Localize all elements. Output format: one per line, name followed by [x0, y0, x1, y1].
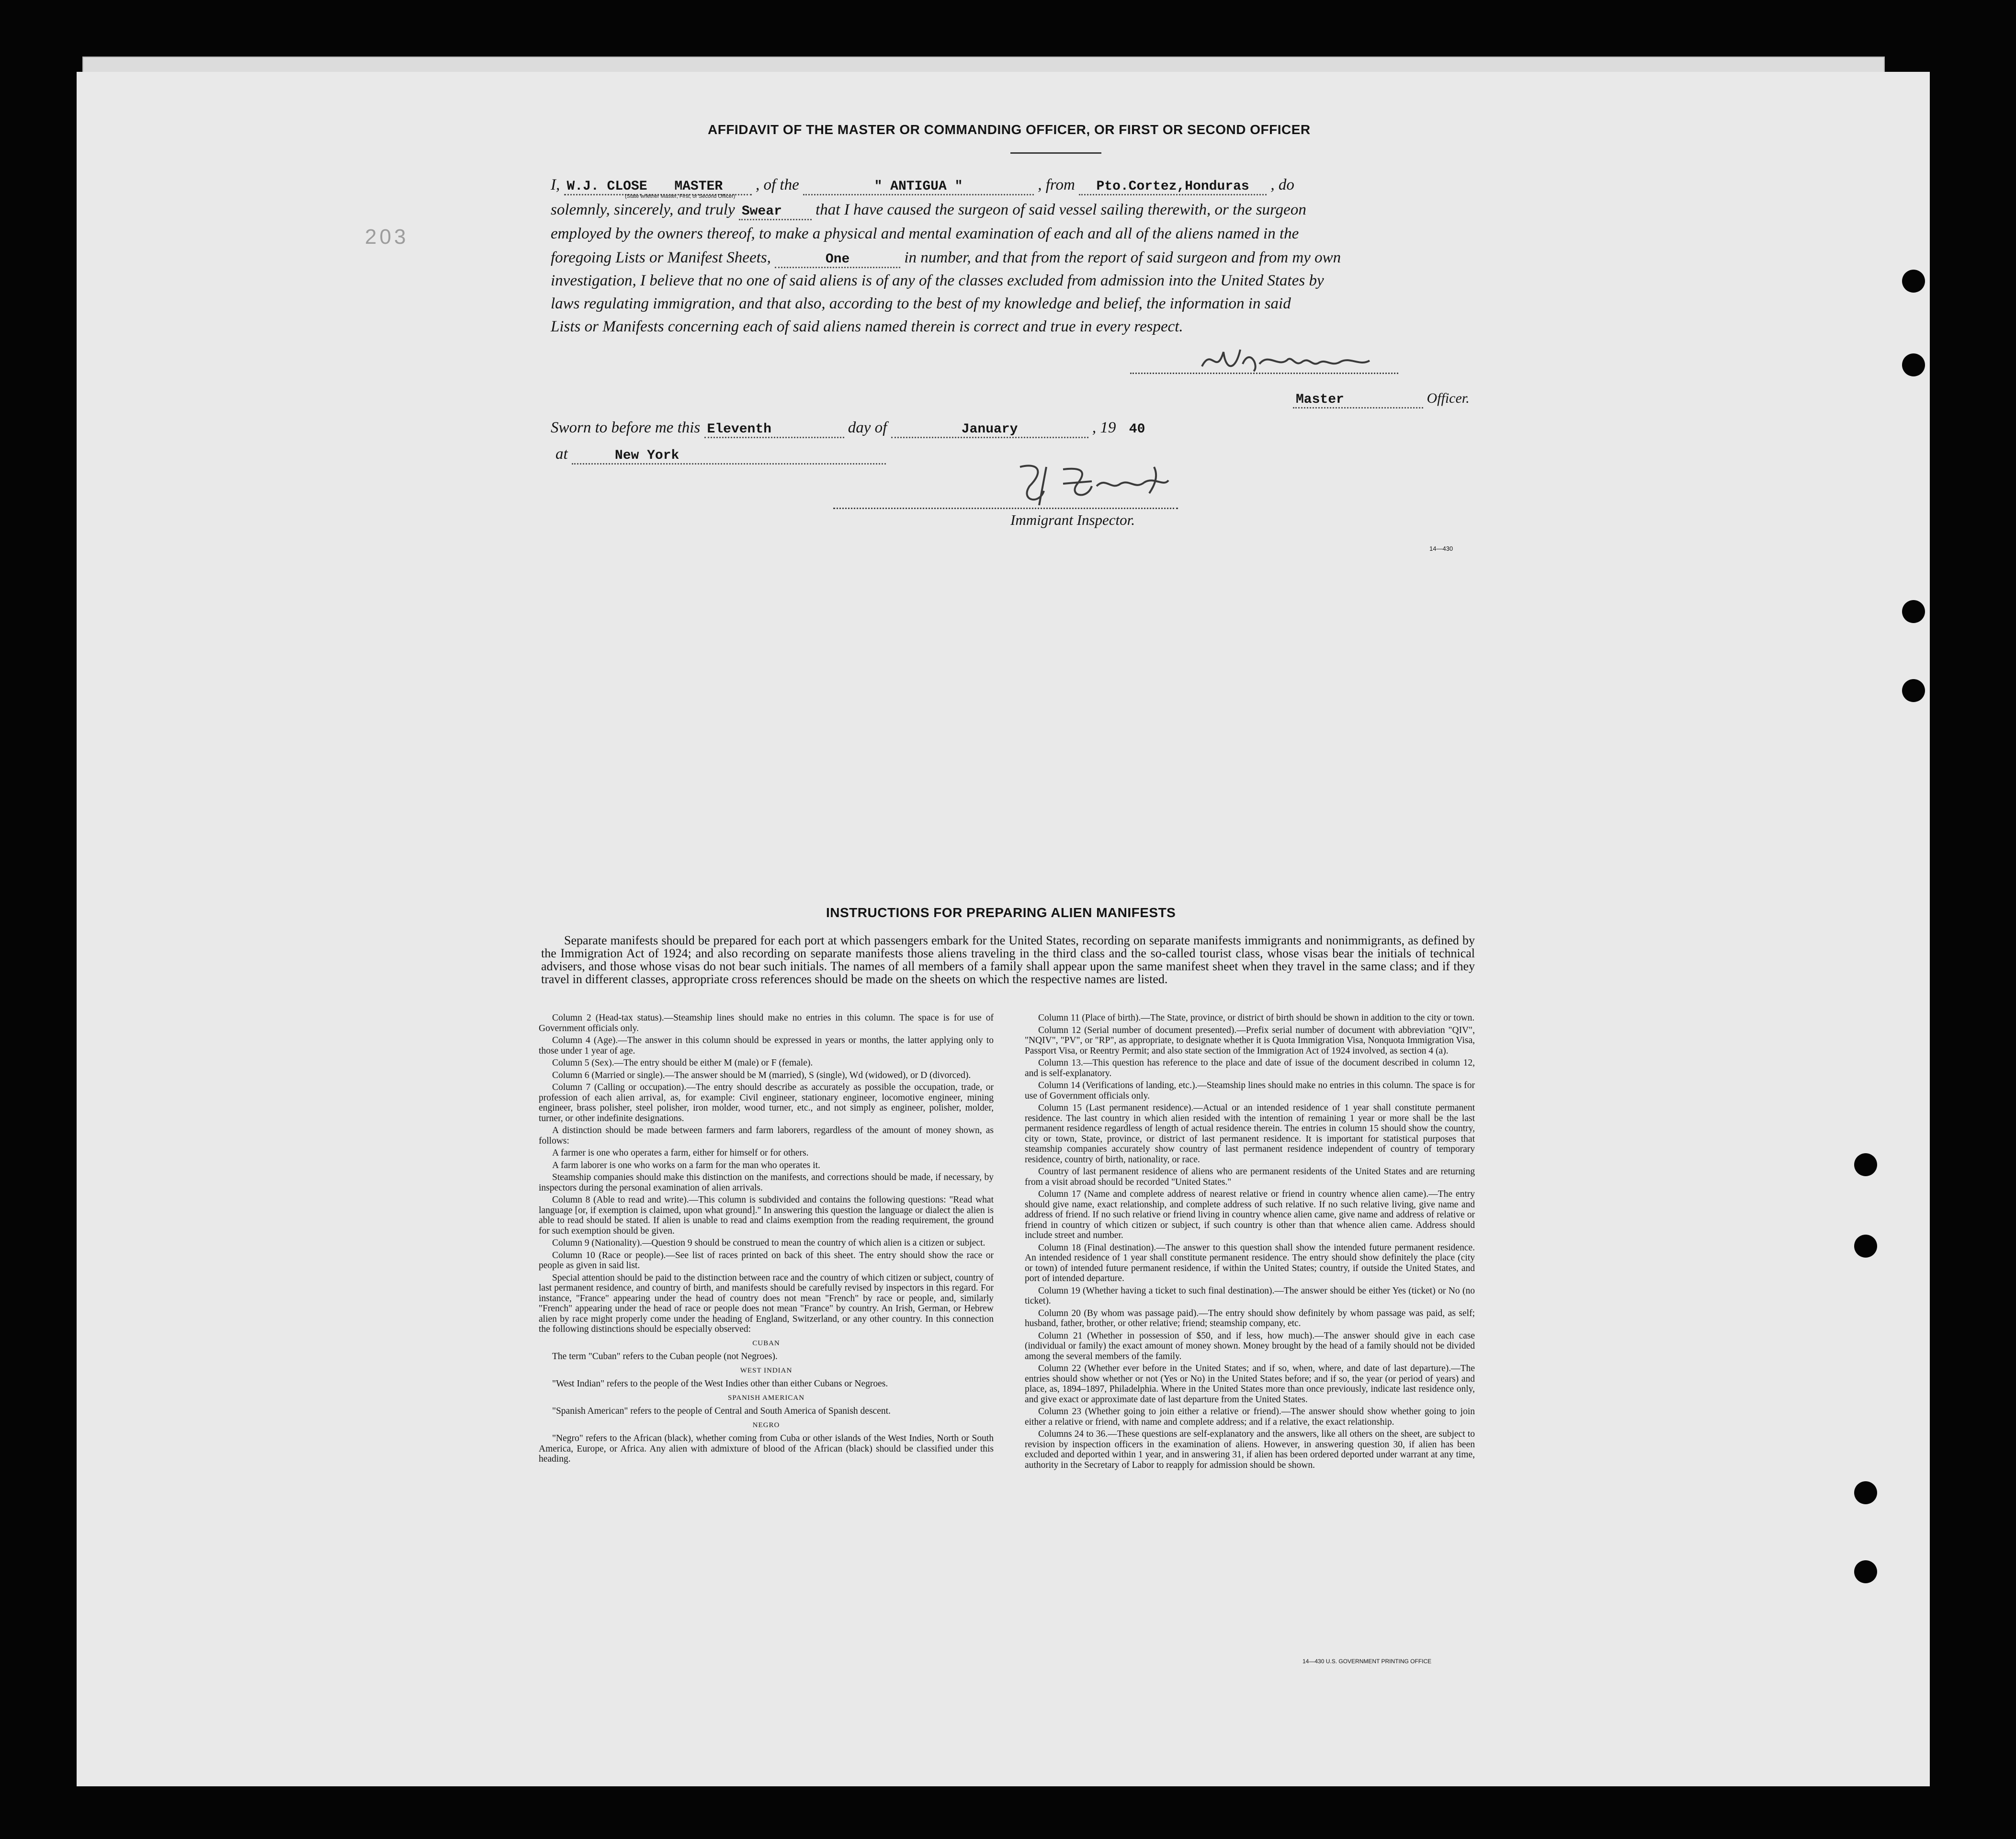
instruction-paragraph: Column 11 (Place of birth).—The State, province, or district of birth should be shown in addition to the city or town. [1038, 1013, 1475, 1023]
instruction-paragraph: Column 4 (Age).—The answer in this column should be expressed in years or months, the latter applying only to those under 1 year of age. [539, 1035, 994, 1056]
instruction-paragraph: "Negro" refers to the African (black), whether coming from Cuba or other islands of the West Indies, North or South America, Europe, or Africa. Any alien with admixture of blood of the African (black) should be classified under this heading. [539, 1433, 994, 1464]
location-field: New York [572, 448, 886, 465]
oath-field: Swear [739, 204, 812, 220]
officer-label: Officer. [1427, 390, 1470, 406]
instruction-paragraph: Columns 24 to 36.—These questions are self-explanatory and the answers, like all others on the sheet, are subject to revision by inspection officers in the examination of aliens. However, in answering question 30, if alien has been excluded and deported within 1 year, and in answering 31, if alien has been ordered deported under warrant at any time, authority in the Secretary of Labor to reapply for admission should be shown. [1025, 1429, 1475, 1470]
instructions-title: INSTRUCTIONS FOR PREPARING ALIEN MANIFESTS [826, 905, 1176, 920]
text: I, [551, 176, 560, 193]
rank-note: (State whether Master, First, or Second Officer) [625, 193, 736, 199]
subheading-spanish-american: SPANISH AMERICAN [727, 1394, 805, 1402]
master-signature [1197, 338, 1398, 381]
inspector-signature-line [833, 508, 1178, 509]
inspector-label: Immigrant Inspector. [1010, 511, 1135, 528]
instruction-paragraph: Column 19 (Whether having a ticket to such final destination).—The answer should be either Yes (ticket) or No (no ticket). [1025, 1285, 1475, 1306]
instruction-paragraph: A farm laborer is one who works on a farm for the man who operates it. [552, 1160, 820, 1170]
port-field: Pto.Cortez,Honduras [1079, 179, 1267, 195]
affidavit-line-3: employed by the owners thereof, to make a physical and mental examination of each and all of the aliens named in the [551, 225, 1299, 242]
signed-rank-row [1293, 390, 1470, 409]
sworn-month-field: January [891, 422, 1088, 438]
instruction-paragraph: Column 6 (Married or single).—The answer should be M (married), S (single), Wd (widowed), or D (divorced). [552, 1070, 971, 1080]
text: Sworn to before me this [551, 419, 701, 436]
printer-imprint: 14—430 U.S. GOVERNMENT PRINTING OFFICE [1302, 1658, 1432, 1665]
punch-hole [1854, 1153, 1877, 1176]
punch-hole [1854, 1481, 1877, 1504]
instruction-paragraph: Column 13.—This question has reference to the place and date of issue of the document described in column 12, and is self-explanatory. [1025, 1058, 1475, 1078]
instruction-paragraph: Steamship companies should make this distinction on the manifests, and corrections should be made, if necessary, by inspectors during the personal examination of alien arrivals. [539, 1172, 994, 1193]
instructions-right-column [1025, 1013, 1475, 1472]
instruction-paragraph: Special attention should be paid to the distinction between race and the country of which citizen or subject, country of last permanent residence, and country of birth, and manifests should be carefully revised by inspectors in this regard. For instance, "France" appearing under the head of country does not mean "French" by race or people, and, similarly "French" appearing under the head of race or people does not mean "France" by country. An Irish, German, or Hebrew alien by race might properly come under the heading of England, Switzerland, or any other country. In this connection the following distinctions should be especially observed: [539, 1272, 994, 1334]
instruction-paragraph: Column 10 (Race or people).—See list of races printed on back of this sheet. The entry should show the race or people as given in said list. [539, 1250, 994, 1271]
sworn-day-field: Eleventh [704, 422, 844, 438]
subheading-west-indian: WEST INDIAN [740, 1366, 793, 1374]
instruction-paragraph: Column 23 (Whether going to join either a relative or friend).—The answer should show whether going to join either a relative or friend, with name and complete address; and if a relative, the exact relationship. [1025, 1407, 1475, 1427]
instruction-paragraph: "Spanish American" refers to the people of Central and South America of Spanish descent. [552, 1406, 891, 1416]
stamp-number: 203 [365, 225, 409, 249]
instruction-paragraph: The term "Cuban" refers to the Cuban people (not Negroes). [552, 1351, 778, 1362]
affidavit-line-4 [551, 249, 1341, 268]
instruction-paragraph: Column 2 (Head-tax status).—Steamship lines should make no entries in this column. The space is for use of Government officials only. [539, 1013, 994, 1033]
text: solemnly, sincerely, and truly [551, 201, 735, 218]
punch-hole [1902, 600, 1925, 623]
year-field: 40 [1129, 422, 1145, 437]
inspector-signature [1010, 457, 1240, 515]
instruction-paragraph: Column 5 (Sex).—The entry should be either M (male) or F (female). [552, 1058, 813, 1068]
affidavit-line-2 [551, 201, 1306, 220]
instructions-intro: Separate manifests should be prepared for each port at which passengers embark for the United States, recording on separate manifests immigrants and nonimmigrants, as defined by the Immigration Act of 1924; and also recording on separate manifests those aliens traveling in the third class and the so-called tourist class, whose visas bear the initials of technical advisers, and those whose visas do not bear such initials. The names of all members of a family shall appear upon the same manifest sheet when they travel in the same class; and if they travel in different classes, appropriate cross references should be made on the sheets on which the respective names are listed. [541, 933, 1475, 986]
instruction-paragraph: Column 14 (Verifications of landing, etc.).—Steamship lines should make no entries in this column. The space is for use of Government officials only. [1025, 1080, 1475, 1101]
instruction-paragraph: Column 7 (Calling or occupation).—The entry should describe as accurately as possible the occupation, trade, or profession of each alien arrival, as, for example: Civil engineer, stationary engineer, locomotive engineer, mining engineer, brass polisher, steel polisher, iron molder, wood turner, etc., and not simply as engineer, polisher, molder, turner, or other indefinite designations. [539, 1082, 994, 1124]
officer-name-field: W.J. CLOSE [564, 179, 642, 195]
instruction-paragraph: Column 9 (Nationality).—Question 9 should be construed to mean the country of which alien is a citizen or subject. [552, 1238, 985, 1248]
punch-hole [1902, 353, 1925, 376]
instruction-paragraph: Column 18 (Final destination).—The answer to this question shall show the intended future permanent residence. An intended residence of 1 year shall constitute permanent residence. The entry should show definitely the place (city or town) of intended future permanent residence, if within the United States; country, if outside the United States, and port of intended departure. [1025, 1242, 1475, 1283]
text: foregoing Lists or Manifest Sheets, [551, 249, 771, 266]
punch-hole [1902, 679, 1925, 702]
form-number: 14—430 [1429, 545, 1453, 552]
sworn-row [551, 419, 1155, 438]
instruction-paragraph: Column 12 (Serial number of document presented).—Prefix serial number of document with abbreviation "QIV", "NQIV", "PV", or "RP", as appropriate, to designate whether it is Quota Immigration Visa, Nonquota Immigration Visa, Passport Visa, or Reentry Permit; and also state section of the Immigration Act of 1924 involved, as section 4 (a). [1025, 1025, 1475, 1056]
text: , 19 [1092, 419, 1116, 436]
instruction-paragraph: Column 15 (Last permanent residence).—Actual or an intended residence of 1 year shall constitute permanent residence. The last country in which alien resided with the intention of remaining 1 year or more shall be the last permanent residence regardless of length of actual residence therein. The entries in column 15 should show the country, city or town, State, province, or district of last permanent residence. It is important for statistical purposes that steamship companies accurately show country of last permanent residence independent of country of temporary residence, country of birth, nationality, or race. [1025, 1103, 1475, 1165]
punch-hole [1854, 1235, 1877, 1258]
punch-hole [1902, 270, 1925, 293]
location-row [555, 445, 886, 465]
text: at [555, 445, 568, 463]
instruction-paragraph: Column 20 (By whom was passage paid).—The entry should show definitely by whom passage was paid, as self; husband, father, brother, or other relative; friend; steamship company, etc. [1025, 1308, 1475, 1328]
instruction-paragraph: A farmer is one who operates a farm, either for himself or for others. [552, 1148, 809, 1158]
punch-hole [1854, 1560, 1877, 1583]
affidavit-line-7: Lists or Manifests concerning each of said aliens named therein is correct and true in every respect. [551, 318, 1183, 335]
instruction-paragraph: Column 17 (Name and complete address of nearest relative or friend in country whence alien came).—The entry should give name, exact relationship, and complete address of such relative. If no such relative living, give name and address of friend. If no such relative or friend living in country whence alien came, give name and address of relative or friend in country of which citizen or subject, if such country is other than that whence alien came. Address should include street and number. [1025, 1189, 1475, 1240]
instruction-paragraph: "West Indian" refers to the people of the West Indies other than either Cubans or Negroes. [552, 1379, 888, 1389]
officer-rank-field: MASTER [646, 179, 752, 195]
instruction-paragraph: Column 22 (Whether ever before in the United States; and if so, when, where, and date of last departure).—The entries should show whether or not (Yes or No) in the United States before; and if so, the year (or period of years) and place, as, 1894–1897, Philadelphia. Where in the United States more than once previously, indicate last residence only, and give exact or approximate date of last departure from the United States. [1025, 1363, 1475, 1405]
text: day of [848, 419, 887, 436]
signed-rank-field: Master [1293, 392, 1423, 409]
title-rule [1010, 152, 1101, 154]
instructions-left-column [539, 1013, 994, 1466]
instruction-paragraph: Column 8 (Able to read and write).—This column is subdivided and contains the following questions: "Read what language [or, if exemption is claimed, upon what ground]." In answering this question the language or dialect the alien is able to read should be stated. If alien is unable to read and claims exemption from the reading requirement, the ground for such exemption should be given. [539, 1195, 994, 1236]
instruction-paragraph: A distinction should be made between farmers and farm laborers, regardless of the amount of money shown, as follows: [539, 1125, 994, 1146]
subheading-cuban: CUBAN [752, 1339, 780, 1347]
instruction-paragraph: Column 21 (Whether in possession of $50, and if less, how much).—The answer should give in each case (individual or family) the exact amount of money shown. Money brought by the head of a family should not be divided among the several members of the family. [1025, 1330, 1475, 1362]
master-signature-line [1130, 373, 1398, 374]
affidavit-line-6: laws regulating immigration, and that also, according to the best of my knowledge and belief, the information in said [551, 295, 1291, 312]
affidavit-line-5: investigation, I believe that no one of said aliens is of any of the classes excluded from admission into the United States by [551, 272, 1324, 289]
subheading-negro: NEGRO [752, 1421, 780, 1429]
text: , do [1270, 176, 1294, 193]
text: that I have caused the surgeon of said vessel sailing therewith, or the surgeon [815, 201, 1306, 218]
sheets-count-field: One [775, 252, 900, 268]
affidavit-title: AFFIDAVIT OF THE MASTER OR COMMANDING OFFICER, OR FIRST OR SECOND OFFICER [708, 122, 1311, 137]
instruction-paragraph: Country of last permanent residence of aliens who are permanent residents of the United States and are returning from a visit abroad should be recorded "United States." [1025, 1167, 1475, 1187]
affidavit-line-1 [551, 176, 1294, 195]
text: , from [1038, 176, 1075, 193]
text: , of the [756, 176, 799, 193]
vessel-name-field: " ANTIGUA " [803, 179, 1034, 195]
text: in number, and that from the report of said surgeon and from my own [904, 249, 1341, 266]
